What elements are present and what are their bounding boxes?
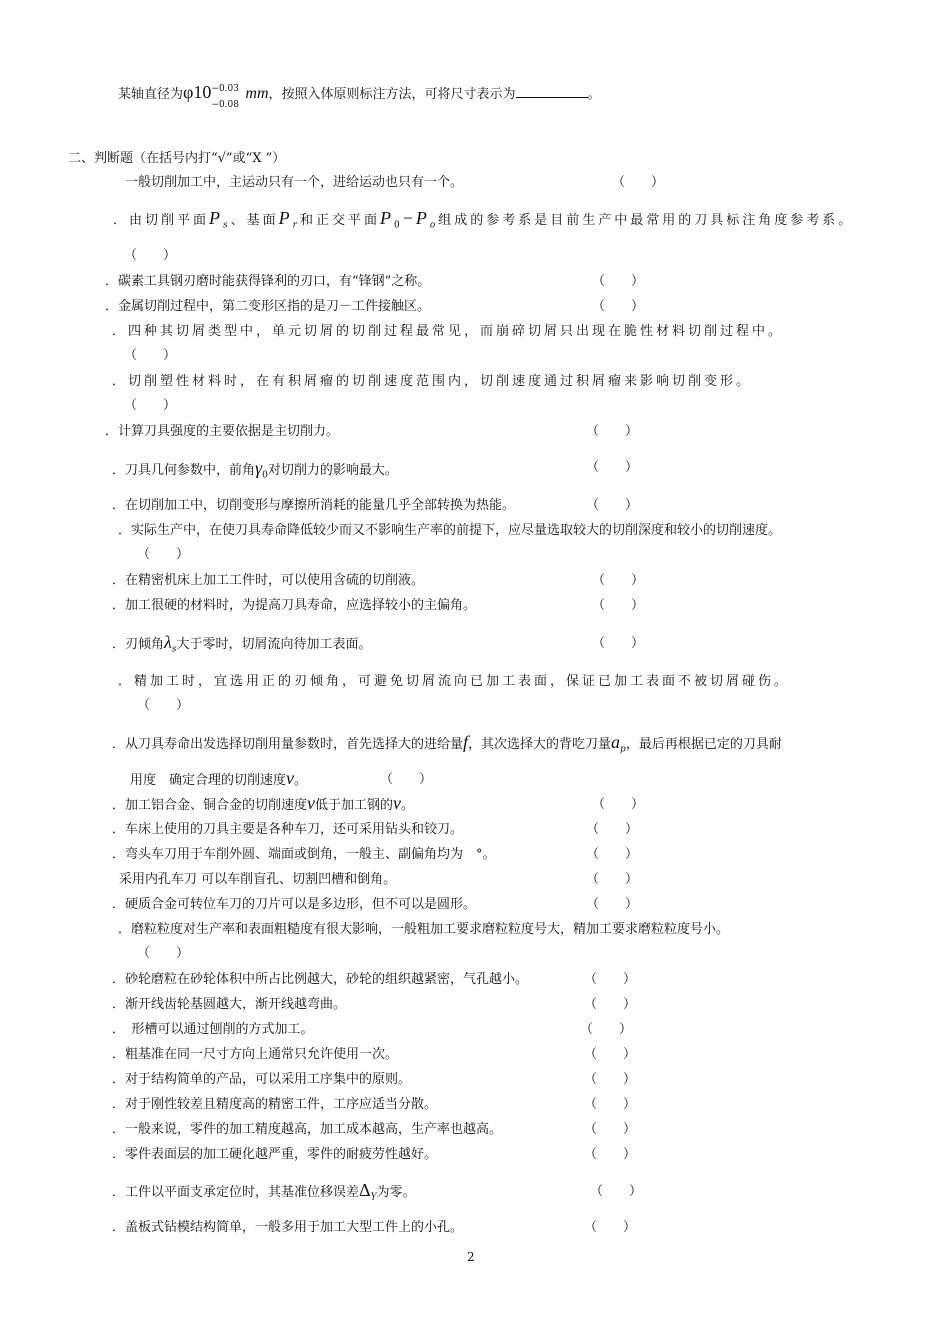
q2-part-a: ．由切削平面	[113, 213, 210, 228]
question-24: ． 形槽可以通过刨削的方式加工。	[112, 1022, 314, 1037]
answer-paren-12[interactable]: （ ）	[592, 598, 645, 613]
answer-paren-17[interactable]: （ ）	[586, 822, 639, 837]
question-31: ．盖板式钻模结构简单，一般多用于加工大型工件上的小孔。	[112, 1220, 464, 1235]
q13-part-a: ．刃倾角	[112, 637, 165, 652]
answer-paren-16[interactable]: （ ）	[592, 797, 645, 812]
question-1: 一般切削加工中，主运动只有一个，进给运动也只有一个。	[125, 175, 464, 190]
question-11: ．在精密机床上加工工件时，可以使用含硫的切削液。	[112, 573, 425, 588]
question-23: ．渐开线齿轮基圆越大，渐开线越弯曲。	[112, 997, 347, 1012]
q30-part-a: ．工件以平面支承定位时，其基准位移误差	[112, 1185, 360, 1200]
q2-part-b: 、基面	[230, 213, 279, 228]
question-25: ．粗基准在同一尺寸方向上通常只允许使用一次。	[112, 1047, 399, 1062]
question-7: ．计算刀具强度的主要依据是主切削力。	[105, 424, 340, 439]
answer-paren-24[interactable]: （ ）	[580, 1022, 633, 1037]
question-13	[112, 634, 371, 658]
answer-paren-31[interactable]: （ ）	[584, 1220, 637, 1235]
question-21: ．磨粒粒度对生产率和表面粗糙度有很大影响，一般粗加工要求磨粒粒度号大，精加工要求磨粒粒度号小。	[118, 922, 730, 937]
question-12: ．加工很硬的材料时，为提高刀具寿命，应选择较小的主偏角。	[112, 598, 477, 613]
symbol-P: P	[209, 208, 224, 228]
answer-blank[interactable]	[516, 85, 588, 98]
answer-paren-27[interactable]: （ ）	[584, 1097, 637, 1112]
answer-paren-8[interactable]: （ ）	[586, 460, 639, 475]
symbol-f: f	[463, 732, 469, 752]
question-14: ．精加工时，宜选用正的刃倾角，可避免切屑流向已加工表面，保证已加工表面不被切屑碰伤。	[118, 674, 791, 689]
answer-paren-13[interactable]: （ ）	[592, 636, 645, 651]
answer-paren-15[interactable]: （ ）	[380, 772, 433, 787]
question-29: ．零件表面层的加工硬化越严重，零件的耐疲劳性越好。	[112, 1147, 438, 1162]
question-20: ．硬质合金可转位车刀的刀片可以是多边形，但不可以是圆形。	[112, 897, 477, 912]
sub-s: s	[171, 644, 177, 655]
answer-paren-28[interactable]: （ ）	[584, 1122, 637, 1137]
answer-paren-14[interactable]: （ ）	[137, 698, 190, 713]
sub-p: p	[620, 744, 626, 755]
tol-lower: −0.08	[211, 99, 239, 110]
question-22: ．砂轮磨粒在砂轮体积中所占比例越大，砂轮的组织越紧密，气孔越小。	[112, 972, 529, 987]
tol-upper: −0.03	[211, 83, 239, 94]
intro-end: 。	[587, 87, 601, 102]
answer-paren-22[interactable]: （ ）	[584, 972, 637, 987]
q16-part-b: 低于加工钢的	[315, 798, 394, 813]
q2-part-c: 和正交平面	[299, 213, 380, 228]
symbol-gamma: γ	[255, 458, 263, 478]
answer-paren-11[interactable]: （ ）	[592, 573, 645, 588]
question-2	[113, 210, 854, 234]
question-10: ．实际生产中，在使刀具寿命降低较少而又不影响生产率的前提下，应尽量选取较大的切削深度和较小的切削速度。	[118, 523, 782, 538]
question-8	[112, 460, 398, 484]
intro-question	[118, 82, 601, 110]
question-19: 采用内孔车刀 可以车削盲孔、切割凹槽和倒角。	[119, 872, 397, 887]
symbol-v: v	[393, 793, 402, 813]
answer-paren-26[interactable]: （ ）	[584, 1072, 637, 1087]
symbol-v: v	[307, 793, 316, 813]
symbol-P: P	[415, 208, 430, 228]
question-30	[112, 1182, 416, 1206]
symbol-P: P	[278, 208, 293, 228]
sub-s: s	[223, 220, 231, 231]
symbol-delta: Δ	[359, 1180, 371, 1200]
answer-paren-10[interactable]: （ ）	[137, 547, 190, 562]
q15-part-a: ．从刀具寿命出发选择切削用量参数时，首先选择大的进给量	[112, 737, 464, 752]
symbol-v: v	[286, 768, 295, 788]
question-27: ．对于刚性较差且精度高的精密工件，工序应适当分散。	[112, 1097, 438, 1112]
sub-o: o	[429, 220, 439, 231]
page-number: 2	[467, 1250, 475, 1264]
q15-part-c: ，最后再根据已定的刀具耐	[625, 737, 782, 752]
question-26: ．对于结构简单的产品，可以采用工序集中的原则。	[112, 1072, 412, 1087]
symbol-P: P	[379, 208, 394, 228]
question-28: ．一般来说，零件的加工精度越高，加工成本越高，生产率也越高。	[112, 1122, 503, 1137]
answer-paren-21[interactable]: （ ）	[137, 946, 190, 961]
answer-paren-23[interactable]: （ ）	[584, 997, 637, 1012]
answer-paren-19[interactable]: （ ）	[586, 872, 639, 887]
answer-paren-6[interactable]: （ ）	[124, 398, 177, 413]
q2-part-d: 组成的参考系是目前生产中最常用的刀具标注角度参考系。	[438, 213, 855, 228]
symbol-lambda: λ	[164, 632, 172, 652]
q15-part-e: 。	[294, 773, 308, 788]
intro-prefix: 某轴直径为	[118, 87, 184, 102]
sub-Y: Y	[370, 1192, 377, 1203]
q15-part-d: 用度 确定合理的切削速度	[130, 773, 287, 788]
q15-part-b: ，其次选择大的背吃刀量	[468, 737, 612, 752]
answer-paren-3[interactable]: （ ）	[592, 274, 645, 289]
question-15-cont	[130, 770, 307, 789]
answer-paren-5[interactable]: （ ）	[124, 348, 177, 363]
answer-paren-25[interactable]: （ ）	[584, 1047, 637, 1062]
question-18: ．弯头车刀用于车削外圆、端面或倒角，一般主、副偏角均为 °。	[112, 847, 496, 862]
minus-sign: −	[402, 208, 416, 228]
answer-paren-9[interactable]: （ ）	[586, 498, 639, 513]
question-5: ．四种其切屑类型中，单元切屑的切削过程最常见，而崩碎切屑只出现在脆性材料切削过程中。	[112, 324, 785, 339]
q8-part-a: ．刀具几何参数中，前角	[112, 463, 256, 478]
sub-0: 0	[393, 220, 403, 231]
question-9: ．在切削加工中，切削变形与摩擦所消耗的能量几乎全部转换为热能。	[112, 498, 516, 513]
answer-paren-29[interactable]: （ ）	[584, 1147, 637, 1162]
phi-symbol: φ10	[183, 82, 212, 102]
sub-0: 0	[262, 470, 268, 481]
answer-paren-1[interactable]: （ ）	[612, 175, 665, 190]
q30-part-b: 为零。	[376, 1185, 416, 1200]
question-4: ．金属切削过程中，第二变形区指的是刀－工件接触区。	[105, 299, 431, 314]
answer-paren-2[interactable]: （ ）	[124, 248, 177, 263]
q8-part-b: 对切削力的影响最大。	[267, 463, 398, 478]
question-17: ．车床上使用的刀具主要是各种车刀，还可采用钻头和铰刀。	[112, 822, 464, 837]
answer-paren-4[interactable]: （ ）	[592, 299, 645, 314]
unit: mm	[245, 85, 269, 102]
answer-paren-30[interactable]: （ ）	[590, 1184, 643, 1199]
q16-part-c: 。	[401, 798, 415, 813]
section-title: 二、判断题（在括号内打“√”或“X ”）	[68, 151, 286, 166]
q13-part-b: 大于零时，切屑流向待加工表面。	[176, 637, 372, 652]
answer-paren-7[interactable]: （ ）	[586, 424, 639, 439]
answer-paren-20[interactable]: （ ）	[586, 897, 639, 912]
tolerance	[211, 83, 245, 110]
question-15	[112, 734, 782, 758]
question-3: ．碳素工具钢刃磨时能获得锋利的刃口，有“锋钢”之称。	[105, 274, 431, 289]
intro-suffix: ，按照入体原则标注方法，可将尺寸表示为	[268, 87, 516, 102]
q16-part-a: ．加工铝合金、铜合金的切削速度	[112, 798, 308, 813]
question-6: ．切削塑性材料时，在有积屑瘤的切削速度范围内，切削速度通过积屑瘤来影响切削变形。	[112, 374, 753, 389]
answer-paren-18[interactable]: （ ）	[586, 847, 639, 862]
symbol-a: a	[611, 732, 621, 752]
question-16	[112, 795, 414, 814]
sub-r: r	[292, 220, 300, 231]
